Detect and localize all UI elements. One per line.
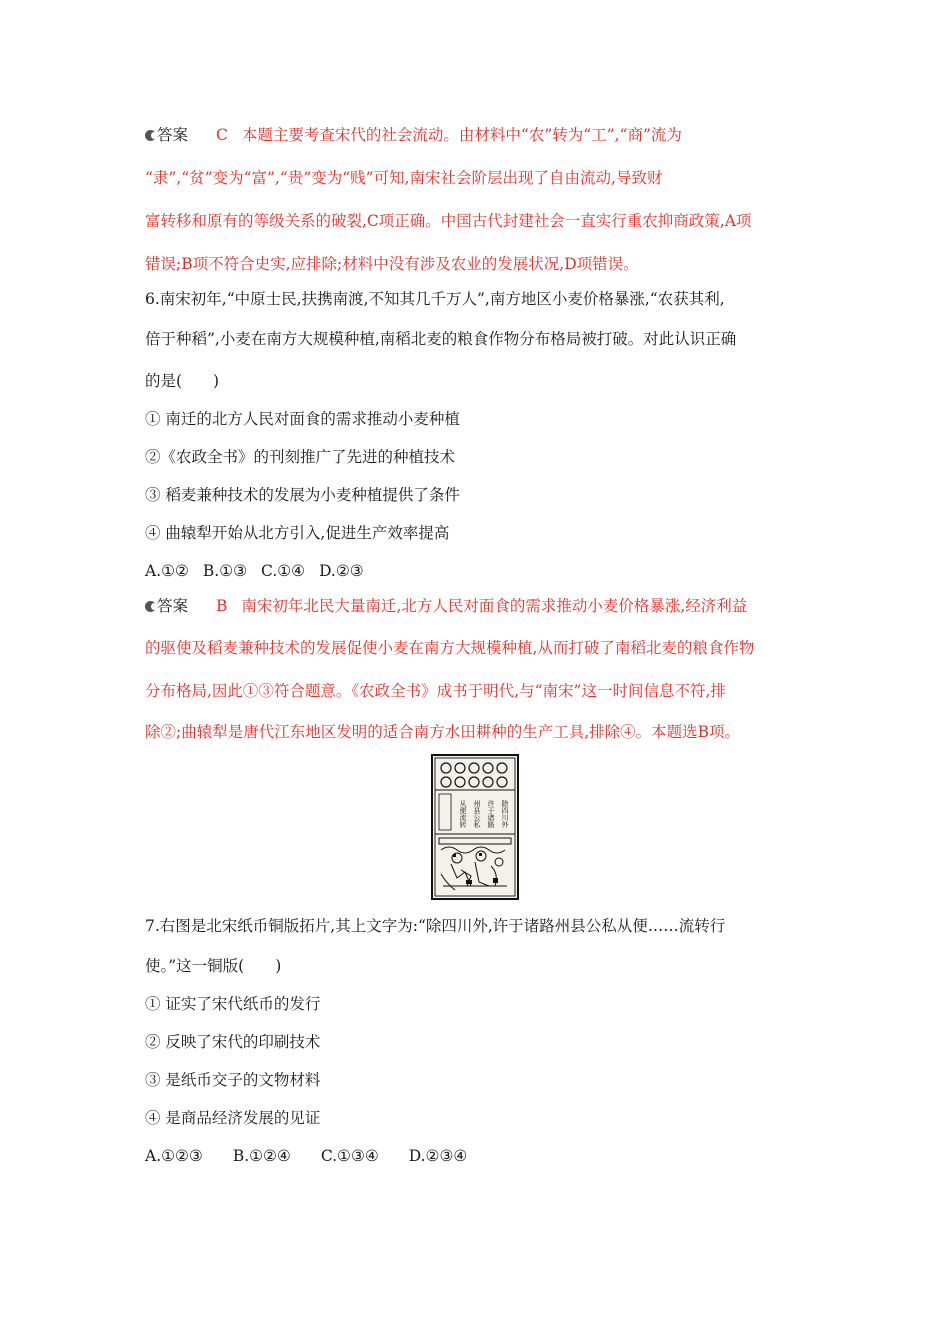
- q6-item-4: ④ 曲辕犁开始从北方引入,促进生产效率提高: [145, 524, 450, 542]
- answer5-label: 答案: [157, 126, 189, 144]
- answer-icon: [145, 130, 156, 141]
- q7-item-3: ③ 是纸币交子的文物材料: [145, 1071, 321, 1089]
- answer6-line-2: 的驱使及稻麦兼种技术的发展促使小麦在南方大规模种植,从而打破了南稻北麦的粮食作物: [145, 639, 755, 657]
- answer6-line-1: [145, 596, 747, 616]
- banknote-text-col-2: 许于诸路: [487, 800, 495, 828]
- q7-stem-line-1: 7.右图是北宋纸币铜版拓片,其上文字为:“除四川外,许于诸路州县公私从便……流转行: [145, 917, 726, 935]
- q7-option-d[interactable]: D.②③④: [408, 1147, 468, 1165]
- q6-option-c[interactable]: C.①④: [261, 562, 306, 580]
- q6-option-a[interactable]: A.①②: [145, 562, 189, 580]
- q7-item-4: ④ 是商品经济发展的见证: [145, 1109, 321, 1127]
- q6-options: [145, 561, 364, 581]
- q7-stem-line-2: 使。”这一铜版( ): [145, 957, 282, 975]
- q6-stem-line-3: 的是( ): [145, 372, 220, 390]
- q6-item-2: ②《农政全书》的刊刻推广了先进的种植技术: [145, 448, 456, 466]
- q7-option-c[interactable]: C.①③④: [320, 1147, 379, 1165]
- q6-stem-line-1: 6.南宋初年,“中原士民,扶携南渡,不知其几千万人”,南方地区小麦价格暴涨,“农获其利,: [145, 290, 725, 308]
- banknote-text-col-4: 从便流转: [459, 800, 467, 828]
- q7-item-2: ② 反映了宋代的印刷技术: [145, 1033, 321, 1051]
- q6-item-3: ③ 稻麦兼种技术的发展为小麦种植提供了条件: [145, 486, 460, 504]
- q7-option-a[interactable]: A.①②③: [145, 1147, 203, 1165]
- answer-icon: [145, 601, 156, 612]
- answer5-letter: C: [216, 126, 228, 144]
- q7-option-b[interactable]: B.①②④: [232, 1147, 291, 1165]
- answer5-text: 本题主要考查宋代的社会流动。由材料中“农”转为“工”,“商”流为: [241, 126, 682, 144]
- answer5-line-2: “隶”,“贫”变为“富”,“贵”变为“贱”可知,南宋社会阶层出现了自由流动,导致财: [145, 169, 663, 187]
- q6-option-b[interactable]: B.①③: [202, 562, 248, 580]
- q6-option-d[interactable]: D.②③: [319, 562, 364, 580]
- q6-item-1: ① 南迁的北方人民对面食的需求推动小麦种植: [145, 410, 460, 428]
- banknote-plate-image: [431, 754, 519, 900]
- banknote-text-col-3: 州县公私: [473, 800, 481, 828]
- answer6-line-4: 除②;曲辕犁是唐代江东地区发明的适合南方水田耕种的生产工具,排除④。本题选B项。: [145, 723, 741, 741]
- q7-options: [145, 1146, 467, 1166]
- q7-item-1: ① 证实了宋代纸币的发行: [145, 995, 321, 1013]
- answer5-line-1: [145, 125, 682, 145]
- q6-stem-line-2: 倍于种稻”,小麦在南方大规模种植,南稻北麦的粮食作物分布格局被打破。对此认识正确: [145, 330, 737, 348]
- answer6-text: 南宋初年北民大量南迁,北方人民对面食的需求推动小麦价格暴涨,经济利益: [241, 597, 748, 615]
- answer6-label: 答案: [157, 597, 189, 615]
- answer6-letter: B: [216, 597, 228, 615]
- answer5-line-3: 富转移和原有的等级关系的破裂,C项正确。中国古代封建社会一直实行重农抑商政策,A项: [145, 212, 752, 230]
- banknote-text-col-1: 除四川外: [501, 800, 509, 828]
- answer6-line-3: 分布格局,因此①③符合题意。《农政全书》成书于明代,与“南宋”这一时间信息不符,排: [145, 682, 726, 700]
- answer5-line-4: 错误;B项不符合史实,应排除;材料中没有涉及农业的发展状况,D项错误。: [145, 255, 639, 273]
